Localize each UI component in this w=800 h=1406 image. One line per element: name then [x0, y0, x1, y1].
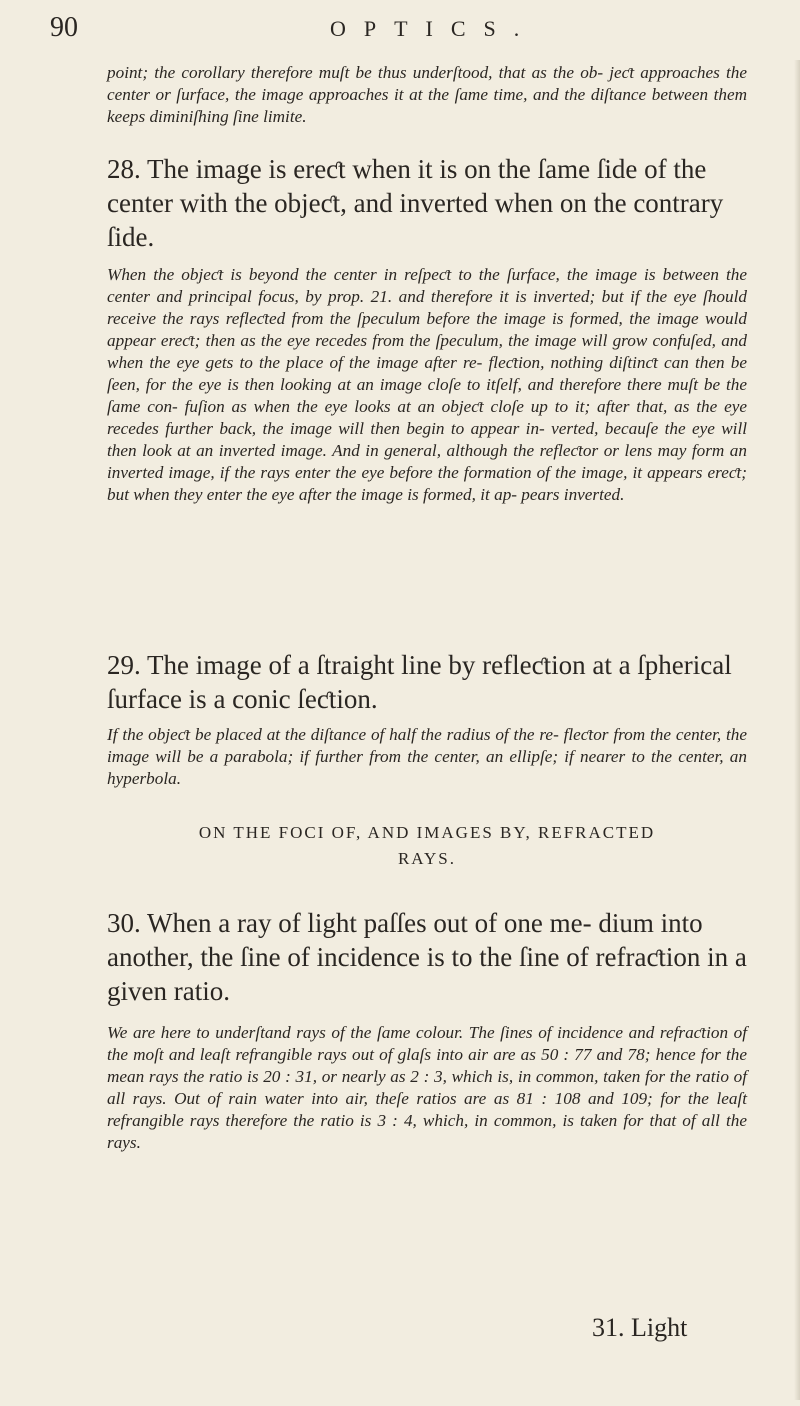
catchword: 31. Light [592, 1313, 688, 1342]
section-30-heading: 30. When a ray of light paſſes out of one me- dium into another, the ſine of incidence is to the ſine of refraƈtion in a given ratio. [107, 908, 747, 1006]
page-edge-shadow [794, 60, 800, 1400]
page-number: 90 [50, 12, 78, 43]
running-head: OPTICS. [330, 16, 538, 41]
page-header [0, 12, 800, 46]
chapter-title [107, 820, 747, 872]
chapter-title-line-1: ON THE FOCI OF, AND IMAGES BY, REFRACTED [198, 823, 656, 842]
section-30-body: We are here to underſtand rays of the ſame colour. The ſines of incidence and refraƈtion of the moſt and leaſt refrangible rays out of glaſs into air are as 50 : 77 and 78; hence for the mean rays the ratio is 20 : 31, or nearly as 2 : 3, which is, in common, taken for the ratio of all rays. Out of rain water into air, theſe ratios are as 81 : 108 and 109; for the leaſt refrangible rays therefore the ratio is 3 : 4, which, in common, is taken for that of all the rays. [107, 1023, 747, 1152]
section-29-body: If the objeƈt be placed at the diſtance of half the radius of the re- fleƈtor from the center, the image will be a parabola; if further from the center, an ellipſe; if nearer to the center, an hyperbola. [107, 725, 747, 788]
section-28-heading: 28. The image is ereƈt when it is on the ſame ſide of the center with the objeƈt, and inverted when on the contrary ſide. [107, 154, 724, 252]
section-29-heading: 29. The image of a ſtraight line by refleƈtion at a ſpherical ſurface is a conic ſeƈtion. [107, 650, 732, 714]
chapter-title-line-2: RAYS. [397, 849, 457, 868]
section-28-body: When the objeƈt is beyond the center in reſpeƈt to the ſurface, the image is between the center and principal focus, by prop. 21. and therefore it is inverted; but if the eye ſhould receive the rays refleƈted from the ſpeculum before the image is formed, the image would appear ereƈt; then as the eye recedes from the ſpeculum, the image will grow confuſed, and when the eye gets to the place of the image after re- fleƈtion, nothing diſtinƈt can then be ſeen, for the eye is then looking at an image cloſe to itſelf, and therefore there muſt be the ſame con- fuſion as when the eye looks at an objeƈt cloſe up to it; after that, as the eye recedes further back, the image will then begin to appear in- verted, becauſe the eye will then look at an inverted image. And in general, although the refleƈtor or lens may form an inverted image, if the rays enter the eye before the formation of the image, it appears ereƈt; but when they enter the eye after the image is formed, it ap- pears inverted. [107, 265, 747, 504]
intro-paragraph: point; the corollary therefore muſt be thus underſtood, that as the ob- jeƈt approaches the center or ſurface, the image approaches it at the ſame time, and the diſtance between them keeps diminiſhing ſine limite. [107, 63, 747, 126]
